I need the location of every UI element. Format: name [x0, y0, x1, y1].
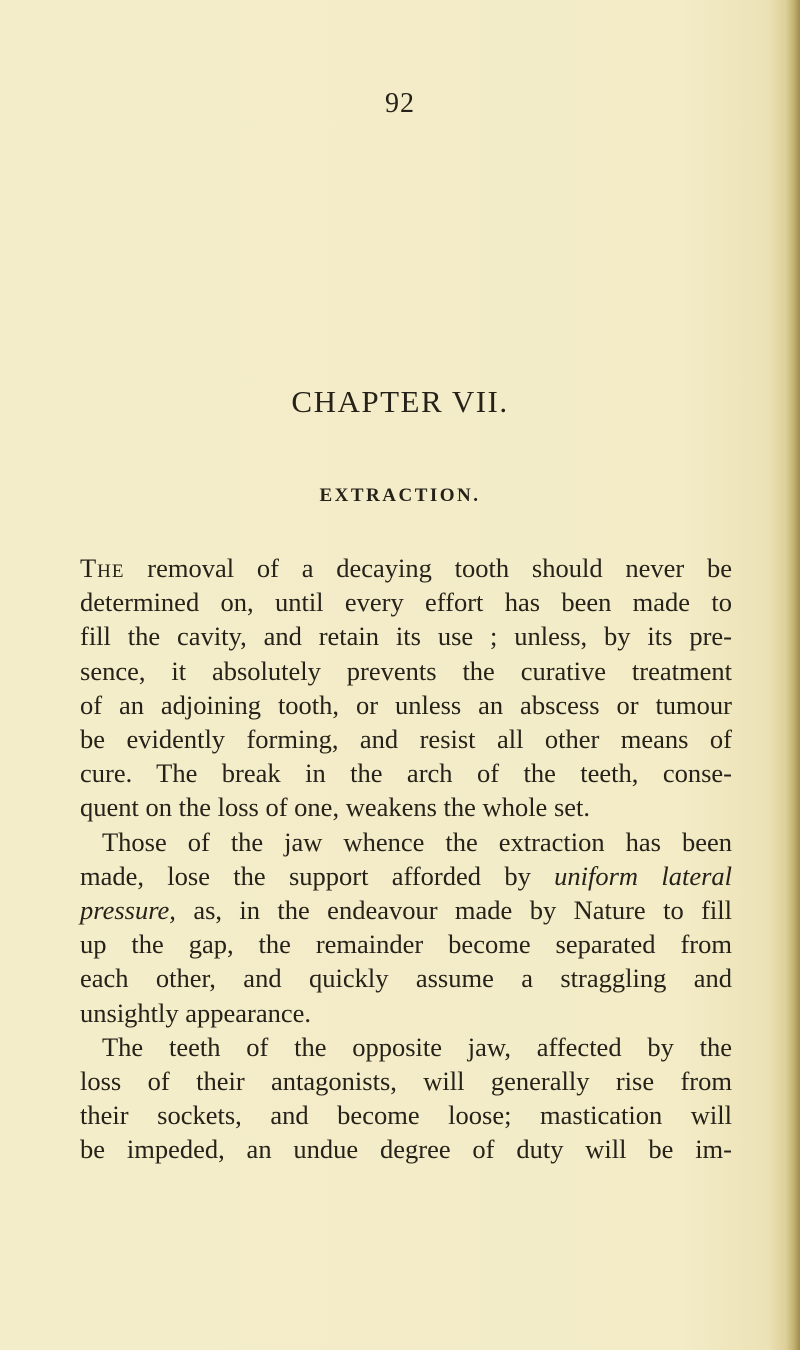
paragraph: [80, 551, 732, 825]
text-line: made, lose the support afforded by uniform lateral: [80, 860, 733, 891]
text-line: up the gap, the remainder become separated from: [80, 929, 732, 960]
paragraph: [80, 1030, 732, 1167]
text-line: The removal of a decaying tooth should never be: [80, 553, 732, 583]
text-line: be impeded, an undue degree of duty will be im-: [80, 1134, 732, 1165]
text-line: The teeth of the opposite jaw, affected by the: [102, 1031, 732, 1062]
text-line: each other, and quickly assume a straggling and: [80, 963, 732, 994]
body-text: [80, 551, 732, 1167]
text-line: be evidently forming, and resist all other means of: [80, 724, 732, 755]
chapter-subtitle: EXTRACTION.: [319, 485, 481, 506]
italic-text: uniform lateral: [554, 860, 733, 891]
text-line: sence, it absolutely prevents the curative treatment: [80, 655, 732, 686]
text-line: unsightly appearance.: [80, 997, 312, 1028]
text-line: cure. The break in the arch of the teeth, conse-: [80, 758, 732, 789]
text-line: loss of their antagonists, will generally rise from: [80, 1066, 732, 1097]
text-line: fill the cavity, and retain its use ; unless, by its pre-: [80, 621, 732, 652]
italic-text: pressure,: [80, 895, 176, 926]
text-line: their sockets, and become loose; mastication will: [80, 1100, 732, 1131]
page-number: 92: [385, 88, 415, 119]
text-line: determined on, until every effort has been made to: [80, 587, 732, 618]
paragraph: [80, 825, 732, 1030]
drop-lead-word: The: [80, 553, 125, 583]
text-line: Those of the jaw whence the extraction has been: [102, 826, 732, 857]
page-edge-shadow: [786, 0, 800, 1350]
text-line: pressure, as, in the endeavour made by Nature to fill: [80, 895, 732, 926]
text-line: of an adjoining tooth, or unless an abscess or tumour: [80, 689, 732, 720]
chapter-title: CHAPTER VII.: [291, 384, 509, 419]
text-line: quent on the loss of one, weakens the whole set.: [80, 792, 591, 823]
